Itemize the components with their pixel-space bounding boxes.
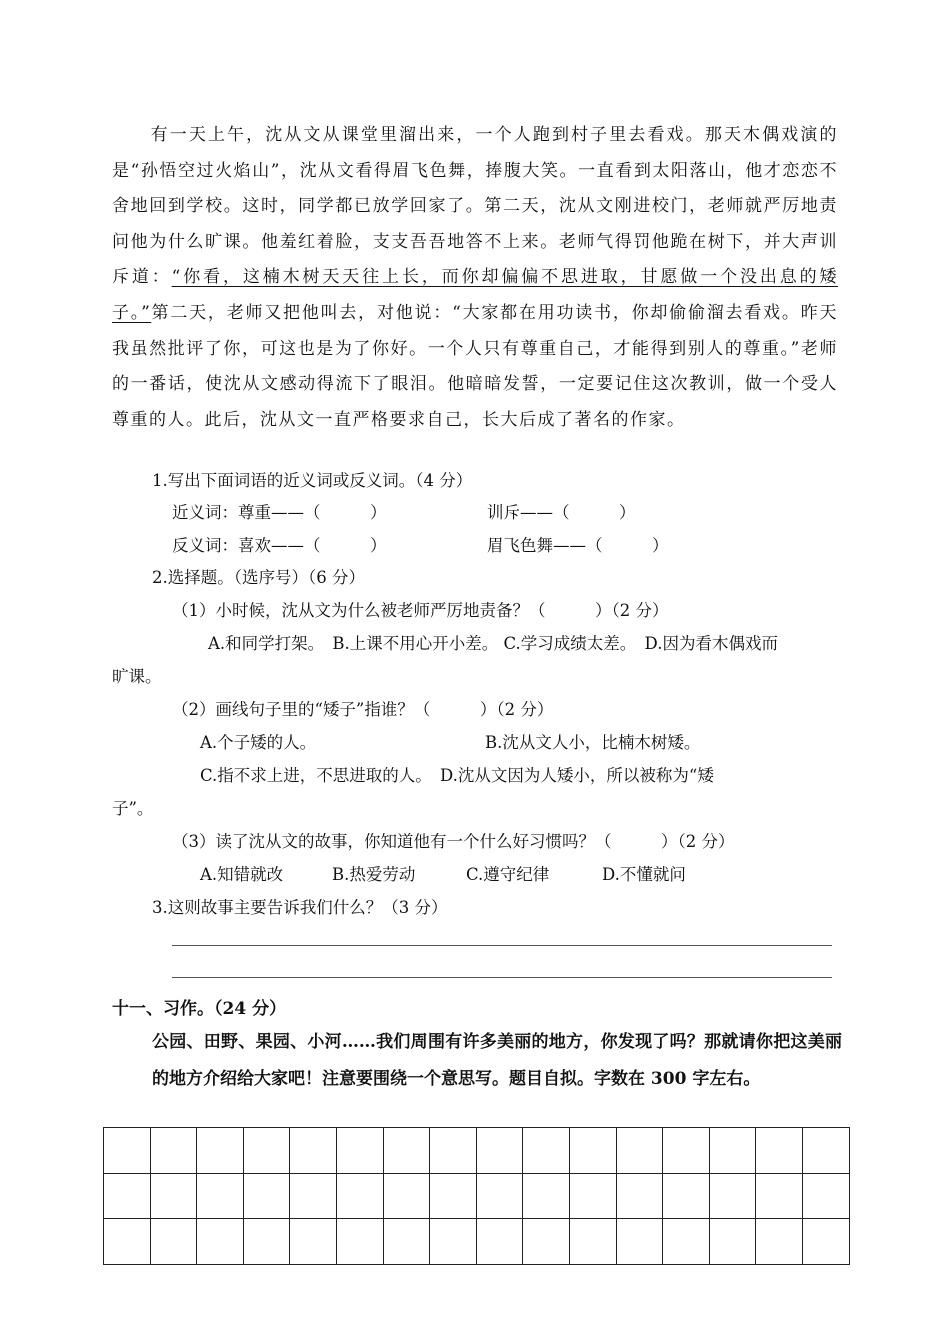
- grid-cell[interactable]: [383, 1173, 430, 1219]
- question-1-antonym-2[interactable]: 眉飞色舞——（ ）: [487, 536, 669, 555]
- grid-cell[interactable]: [663, 1173, 710, 1219]
- grid-cell[interactable]: [616, 1128, 663, 1174]
- question-2-1[interactable]: （1）小时候，沈从文为什么被老师严厉地责备？（ ）（2 分）: [172, 601, 669, 620]
- grid-cell[interactable]: [197, 1219, 244, 1265]
- grid-cell[interactable]: [802, 1128, 849, 1174]
- grid-cell[interactable]: [709, 1128, 756, 1174]
- grid-cell[interactable]: [616, 1173, 663, 1219]
- question-2-3-option-a: A.知错就改: [200, 865, 284, 884]
- grid-cell[interactable]: [150, 1219, 197, 1265]
- question-2-2-cont: 子”。: [112, 799, 154, 818]
- answer-line-2[interactable]: [172, 977, 832, 978]
- question-2-3-option-d: D.不懂就问: [602, 865, 686, 884]
- grid-cell[interactable]: [523, 1173, 570, 1219]
- grid-row: [104, 1173, 850, 1219]
- grid-cell[interactable]: [336, 1128, 383, 1174]
- answer-line-1[interactable]: [172, 945, 832, 946]
- grid-cell[interactable]: [523, 1128, 570, 1174]
- grid-cell[interactable]: [802, 1219, 849, 1265]
- question-2-2-option-b: B.沈从文人小，比楠木树矮。: [485, 733, 701, 752]
- grid-cell[interactable]: [476, 1219, 523, 1265]
- reading-passage: [112, 118, 838, 438]
- question-2-2[interactable]: （2）画线句子里的“矮子”指谁？（ ）（2 分）: [172, 700, 554, 719]
- question-2-title: 2.选择题。（选序号）（6 分）: [152, 568, 365, 587]
- grid-cell[interactable]: [104, 1219, 151, 1265]
- grid-cell[interactable]: [290, 1173, 337, 1219]
- grid-row: [104, 1128, 850, 1174]
- grid-cell[interactable]: [569, 1219, 616, 1265]
- question-3-title: 3.这则故事主要告诉我们什么？（3 分）: [152, 898, 448, 917]
- grid-cell[interactable]: [336, 1219, 383, 1265]
- question-2-1-options: A.和同学打架。 B.上课不用心开小差。 C.学习成绩太差。 D.因为看木偶戏而: [208, 634, 778, 653]
- grid-cell[interactable]: [197, 1128, 244, 1174]
- passage-text-part1: 有一天上午，沈从文从课堂里溜出来，一个人跑到村子里去看戏。那天木偶戏演的是“孙悟空过火焰山”，沈从文看得眉飞色舞，捧腹大笑。一直看到太阳落山，他才恋恋不舍地回到学校。这时，同学都已放学回家了。第二天，沈从文刚进校门，老师就严厉地责问他为什么旷课。他羞红着脸，支支吾吾地答不上来。老师气得罚他跪在树下，并大声训斥道：: [112, 125, 838, 288]
- grid-cell[interactable]: [430, 1173, 477, 1219]
- question-1-synonym-2[interactable]: 训斥——（ ）: [487, 503, 636, 522]
- grid-cell[interactable]: [709, 1219, 756, 1265]
- grid-cell[interactable]: [243, 1219, 290, 1265]
- grid-cell[interactable]: [523, 1219, 570, 1265]
- grid-cell[interactable]: [709, 1173, 756, 1219]
- question-2-2-option-cd: C.指不求上进，不思进取的人。 D.沈从文因为人矮小，所以被称为“矮: [200, 766, 714, 785]
- grid-row: [104, 1219, 850, 1265]
- grid-cell[interactable]: [150, 1173, 197, 1219]
- passage-text-part2: 第二天，老师又把他叫去，对他说：“大家都在用功读书，你却偷偷溜去看戏。昨天我虽然批评了你，可这也是为了你好。一个人只有尊重自己，才能得到别人的尊重。”老师的一番话，使沈从文感动得流下了眼泪。他暗暗发誓，一定要记住这次教训，做一个受人尊重的人。此后，沈从文一直严格要求自己，长大后成了著名的作家。: [112, 302, 838, 430]
- grid-cell[interactable]: [569, 1128, 616, 1174]
- question-1-synonym-1[interactable]: 近义词：尊重——（ ）: [172, 503, 387, 522]
- grid-cell[interactable]: [476, 1128, 523, 1174]
- grid-cell[interactable]: [756, 1173, 803, 1219]
- grid-cell[interactable]: [383, 1219, 430, 1265]
- grid-cell[interactable]: [104, 1128, 151, 1174]
- grid-cell[interactable]: [756, 1128, 803, 1174]
- grid-cell[interactable]: [197, 1173, 244, 1219]
- question-2-3-option-c: C.遵守纪律: [466, 865, 550, 884]
- question-2-2-option-a: A.个子矮的人。: [200, 733, 317, 752]
- underlined-sentence: “你看，这楠木树天天往上长，而你却偏偏不思进取，甘愿做一个没出息的矮子。”: [112, 267, 838, 323]
- question-1-antonym-1[interactable]: 反义词：喜欢——（ ）: [172, 536, 387, 555]
- question-2-3[interactable]: （3）读了沈从文的故事，你知道他有一个什么好习惯吗？（ ）（2 分）: [172, 832, 735, 851]
- grid-cell[interactable]: [243, 1173, 290, 1219]
- grid-cell[interactable]: [290, 1128, 337, 1174]
- grid-cell[interactable]: [104, 1173, 151, 1219]
- grid-cell[interactable]: [383, 1128, 430, 1174]
- grid-cell[interactable]: [616, 1219, 663, 1265]
- question-2-1-options-cont: 旷课。: [112, 667, 162, 686]
- grid-cell[interactable]: [243, 1128, 290, 1174]
- grid-cell[interactable]: [336, 1173, 383, 1219]
- question-1-title: 1.写出下面词语的近义词或反义词。（4 分）: [152, 471, 473, 490]
- writing-grid[interactable]: [103, 1127, 850, 1265]
- grid-cell[interactable]: [430, 1219, 477, 1265]
- composition-title: 十一、习作。（24 分）: [112, 999, 287, 1019]
- grid-cell[interactable]: [756, 1219, 803, 1265]
- grid-cell[interactable]: [290, 1219, 337, 1265]
- composition-prompt: 公园、田野、果园、小河……我们周围有许多美丽的地方，你发现了吗？那就请你把这美丽的地方介绍给大家吧！注意要围绕一个意思写。题目自拟。字数在 300 字左右。: [152, 1032, 842, 1089]
- grid-cell[interactable]: [569, 1173, 616, 1219]
- grid-cell[interactable]: [663, 1219, 710, 1265]
- grid-cell[interactable]: [663, 1128, 710, 1174]
- grid-cell[interactable]: [802, 1173, 849, 1219]
- question-2-3-option-b: B.热爱劳动: [332, 865, 416, 884]
- grid-cell[interactable]: [430, 1128, 477, 1174]
- grid-cell[interactable]: [150, 1128, 197, 1174]
- grid-cell[interactable]: [476, 1173, 523, 1219]
